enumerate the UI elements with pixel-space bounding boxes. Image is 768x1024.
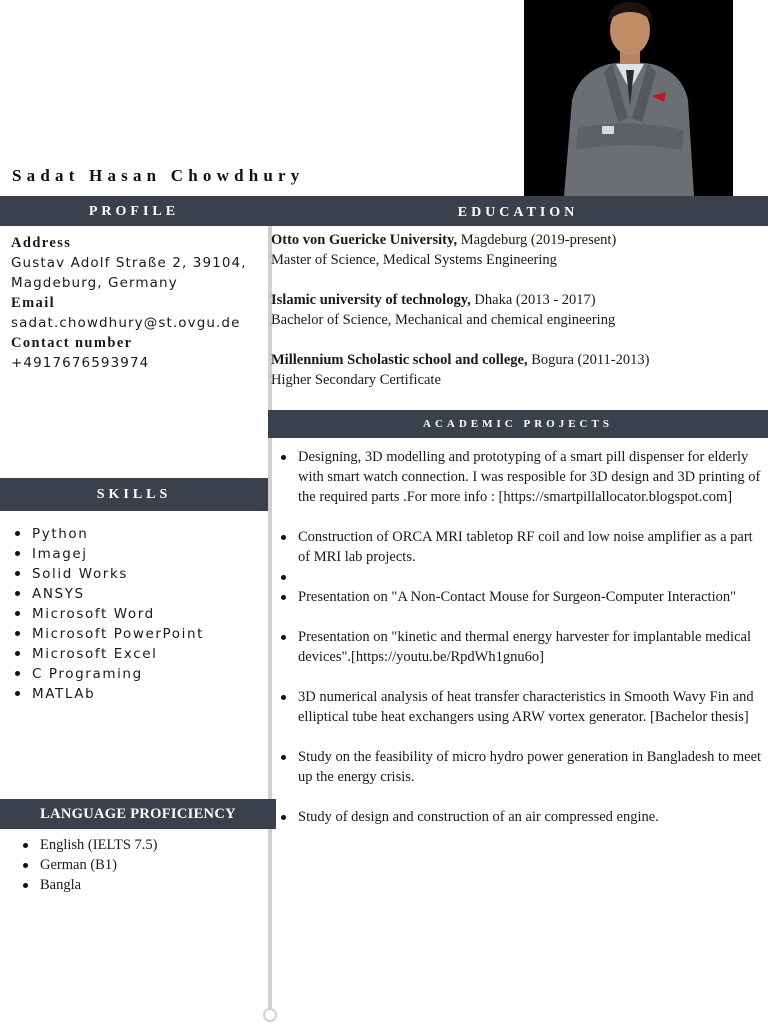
email-value[interactable]: sadat.chowdhury@st.ovgu.de	[11, 315, 241, 331]
address-label: Address	[11, 235, 72, 251]
project-item: Study of design and construction of an air compressed engine.	[298, 807, 766, 827]
degree: Bachelor of Science, Mechanical and chemical engineering	[271, 312, 616, 328]
language-item: German (B1)	[40, 855, 157, 875]
language-item: Bangla	[40, 875, 157, 895]
school-detail: Bogura (2011-2013)	[527, 352, 650, 368]
school-name: Otto von Guericke University,	[271, 232, 458, 248]
skill-item: MATLAb	[32, 684, 204, 704]
education-entry	[271, 290, 766, 330]
projects-list	[298, 447, 766, 847]
skill-item: Microsoft Excel	[32, 644, 204, 664]
education-heading: EDUCATION	[457, 205, 579, 220]
skills-list	[32, 524, 204, 704]
skills-heading: SKILLS	[96, 487, 172, 502]
profile-heading: PROFILE	[88, 204, 180, 219]
contact-section	[11, 233, 266, 373]
address-line-2: Magdeburg, Germany	[11, 275, 178, 291]
address-line-1: Gustav Adolf Straße 2, 39104,	[11, 255, 247, 271]
project-item: Presentation on "A Non-Contact Mouse for Surgeon-Computer Interaction"	[298, 587, 766, 607]
skill-item: Python	[32, 524, 204, 544]
email-label: Email	[11, 295, 56, 311]
project-item: Presentation on "kinetic and thermal energy harvester for implantable medical devices".[https://youtu.be/RpdWh1gnu6o]	[298, 627, 766, 667]
timeline-end-dot	[263, 1008, 277, 1022]
candidate-name: Sadat Hasan Chowdhury	[12, 166, 305, 185]
language-item: English (IELTS 7.5)	[40, 837, 158, 853]
skill-item: Microsoft Word	[32, 604, 204, 624]
project-item: Designing, 3D modelling and prototyping of a smart pill dispenser for elderly with smart watch connection. I was resposible for 3D design and 3D printing of the required parts .For more info : [https://smartpillallocator.blogspot.com]	[298, 447, 766, 507]
project-item-empty	[298, 567, 766, 587]
skill-item: ANSYS	[32, 584, 204, 604]
academic-projects-heading-bar	[268, 410, 768, 438]
education-entry	[271, 350, 766, 390]
degree: Master of Science, Medical Systems Engineering	[271, 252, 557, 268]
degree: Higher Secondary Certificate	[271, 372, 441, 388]
education-entry	[271, 230, 766, 270]
skill-item: C Programing	[32, 664, 204, 684]
academic-projects-heading: ACADEMIC PROJECTS	[423, 418, 613, 430]
project-item: Study on the feasibility of micro hydro power generation in Bangladesh to meet up the energy crisis.	[298, 747, 766, 787]
project-item: 3D numerical analysis of heat transfer characteristics in Smooth Wavy Fin and elliptical tube heat exchangers using ARW vortex generator. [Bachelor thesis]	[298, 687, 766, 727]
profile-heading-bar	[0, 196, 268, 226]
school-detail: Magdeburg (2019-present)	[457, 232, 617, 248]
education-section	[271, 230, 766, 410]
project-item: Construction of ORCA MRI tabletop RF coil and low noise amplifier as a part of MRI lab projects.	[298, 527, 766, 567]
school-detail: Dhaka (2013 - 2017)	[470, 292, 596, 308]
skill-item: Imagej	[32, 544, 204, 564]
language-heading: LANGUAGE PROFICIENCY	[40, 806, 236, 822]
skills-heading-bar	[0, 478, 268, 511]
profile-photo	[524, 0, 733, 196]
phone-value: +4917676593974	[11, 355, 150, 371]
language-list	[40, 835, 157, 895]
skill-item: Microsoft PowerPoint	[32, 626, 205, 642]
school-name: Islamic university of technology,	[271, 292, 471, 308]
education-heading-bar	[268, 196, 768, 226]
language-heading-bar	[0, 799, 276, 829]
phone-label: Contact number	[11, 335, 133, 351]
school-name: Millennium Scholastic school and college,	[271, 352, 528, 368]
skill-item: Solid Works	[32, 564, 204, 584]
